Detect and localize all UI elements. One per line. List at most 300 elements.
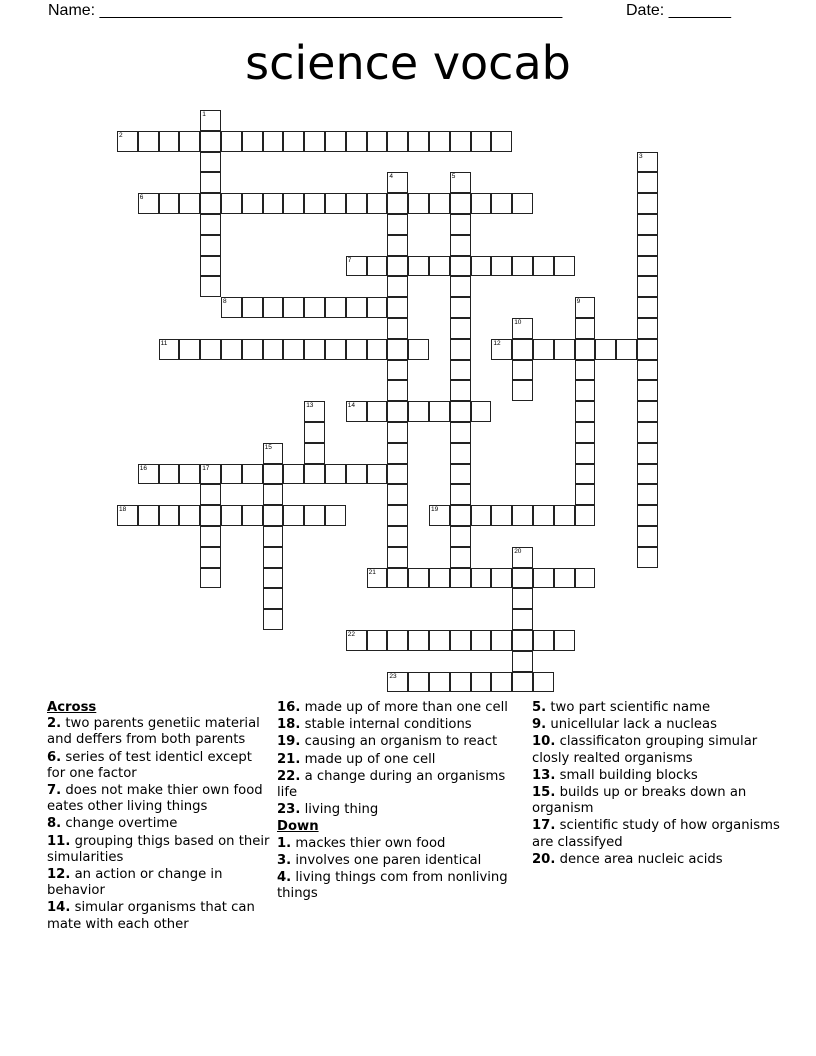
grid-cell[interactable] bbox=[637, 172, 658, 193]
grid-cell[interactable] bbox=[429, 401, 450, 422]
grid-cell[interactable] bbox=[491, 672, 512, 693]
grid-cell[interactable] bbox=[304, 193, 325, 214]
grid-cell[interactable] bbox=[408, 131, 429, 152]
grid-cell[interactable] bbox=[491, 339, 512, 360]
grid-cell[interactable] bbox=[263, 505, 284, 526]
clue-number: 6 bbox=[139, 194, 144, 202]
grid-cell[interactable] bbox=[512, 630, 533, 651]
clue-number: 13. bbox=[532, 767, 556, 783]
clue-number: 21 bbox=[368, 568, 376, 576]
clue-text: involves one paren identical bbox=[295, 852, 482, 868]
clue-text: classificaton grouping simular closly realted organisms bbox=[532, 734, 758, 766]
grid-cell[interactable] bbox=[283, 131, 304, 152]
grid-cell[interactable] bbox=[387, 422, 408, 443]
grid-cell[interactable] bbox=[512, 672, 533, 693]
clue-down bbox=[532, 768, 784, 784]
grid-cell[interactable] bbox=[179, 131, 200, 152]
clue-down bbox=[532, 700, 784, 716]
grid-cell[interactable] bbox=[450, 672, 471, 693]
grid-cell[interactable] bbox=[533, 505, 554, 526]
grid-cell[interactable] bbox=[367, 464, 388, 485]
grid-cell[interactable] bbox=[367, 297, 388, 318]
grid-cell[interactable] bbox=[450, 297, 471, 318]
grid-cell[interactable] bbox=[346, 464, 367, 485]
grid-cell[interactable] bbox=[387, 318, 408, 339]
grid-cell[interactable] bbox=[200, 110, 221, 131]
clue-number: 10 bbox=[514, 319, 522, 326]
grid-cell[interactable] bbox=[450, 464, 471, 485]
grid-cell[interactable] bbox=[263, 609, 284, 630]
grid-cell[interactable] bbox=[554, 339, 575, 360]
grid-cell[interactable] bbox=[304, 297, 325, 318]
clue-number: 3. bbox=[277, 852, 292, 868]
grid-cell[interactable] bbox=[221, 339, 242, 360]
down-heading: Down bbox=[277, 819, 319, 835]
grid-cell[interactable] bbox=[554, 505, 575, 526]
grid-cell[interactable] bbox=[533, 568, 554, 589]
grid-cell[interactable] bbox=[575, 443, 596, 464]
clue-down bbox=[277, 853, 522, 869]
grid-cell[interactable] bbox=[637, 360, 658, 381]
grid-cell[interactable] bbox=[200, 256, 221, 277]
clue-number: 11. bbox=[47, 833, 71, 849]
grid-cell[interactable] bbox=[533, 339, 554, 360]
grid-cell[interactable] bbox=[512, 193, 533, 214]
grid-cell[interactable] bbox=[138, 464, 159, 485]
grid-cell[interactable] bbox=[263, 131, 284, 152]
grid-cell[interactable] bbox=[138, 505, 159, 526]
grid-cell[interactable] bbox=[575, 297, 596, 318]
grid-cell[interactable] bbox=[346, 339, 367, 360]
grid-cell[interactable] bbox=[491, 505, 512, 526]
grid-cell[interactable] bbox=[387, 276, 408, 297]
grid-cell[interactable] bbox=[387, 526, 408, 547]
grid-cell[interactable] bbox=[450, 214, 471, 235]
grid-cell[interactable] bbox=[575, 422, 596, 443]
grid-cell[interactable] bbox=[575, 380, 596, 401]
grid-cell[interactable] bbox=[387, 297, 408, 318]
clue-number: 2 bbox=[119, 131, 123, 139]
clue-number: 8 bbox=[223, 298, 227, 306]
grid-cell[interactable] bbox=[304, 131, 325, 152]
grid-cell[interactable] bbox=[304, 443, 325, 464]
clue-number: 23 bbox=[389, 672, 397, 680]
grid-cell[interactable] bbox=[387, 214, 408, 235]
grid-cell[interactable] bbox=[450, 484, 471, 505]
grid-cell[interactable] bbox=[533, 256, 554, 277]
grid-cell[interactable] bbox=[450, 318, 471, 339]
grid-cell[interactable] bbox=[637, 443, 658, 464]
grid-cell[interactable] bbox=[429, 256, 450, 277]
grid-cell[interactable] bbox=[325, 297, 346, 318]
grid-cell[interactable] bbox=[179, 464, 200, 485]
grid-cell[interactable] bbox=[159, 505, 180, 526]
clue-text: an action or change in behavior bbox=[47, 867, 223, 899]
clue-number: 15 bbox=[264, 443, 272, 451]
grid-cell[interactable] bbox=[138, 193, 159, 214]
grid-cell[interactable] bbox=[221, 131, 242, 152]
grid-cell[interactable] bbox=[408, 193, 429, 214]
clue-down bbox=[532, 785, 784, 817]
grid-cell[interactable] bbox=[179, 193, 200, 214]
grid-cell[interactable] bbox=[575, 360, 596, 381]
grid-cell[interactable] bbox=[429, 505, 450, 526]
grid-cell[interactable] bbox=[325, 131, 346, 152]
clue-number: 10. bbox=[532, 734, 556, 750]
clues-column-2 bbox=[277, 700, 522, 903]
grid-cell[interactable] bbox=[179, 339, 200, 360]
grid-cell[interactable] bbox=[367, 339, 388, 360]
grid-cell[interactable] bbox=[387, 256, 408, 277]
grid-cell[interactable] bbox=[346, 256, 367, 277]
grid-cell[interactable] bbox=[533, 672, 554, 693]
grid-cell[interactable] bbox=[491, 568, 512, 589]
grid-cell[interactable] bbox=[138, 131, 159, 152]
grid-cell[interactable] bbox=[200, 214, 221, 235]
clue-number: 12. bbox=[47, 867, 71, 883]
grid-cell[interactable] bbox=[637, 380, 658, 401]
grid-cell[interactable] bbox=[512, 360, 533, 381]
grid-cell[interactable] bbox=[471, 131, 492, 152]
grid-cell[interactable] bbox=[554, 256, 575, 277]
clue-number: 22 bbox=[347, 631, 356, 638]
clue-number: 1 bbox=[202, 111, 206, 118]
grid-cell[interactable] bbox=[637, 422, 658, 443]
grid-cell[interactable] bbox=[200, 464, 221, 485]
grid-cell[interactable] bbox=[450, 172, 471, 193]
grid-cell[interactable] bbox=[512, 588, 533, 609]
grid-cell[interactable] bbox=[512, 339, 533, 360]
grid-cell[interactable] bbox=[554, 630, 575, 651]
grid-cell[interactable] bbox=[595, 339, 616, 360]
clue-text: series of test identicl except for one factor bbox=[47, 749, 252, 781]
clue-number: 16. bbox=[277, 700, 301, 715]
grid-cell[interactable] bbox=[221, 505, 242, 526]
grid-cell[interactable] bbox=[616, 339, 637, 360]
grid-cell[interactable] bbox=[387, 464, 408, 485]
grid-cell[interactable] bbox=[200, 131, 221, 152]
grid-cell[interactable] bbox=[637, 464, 658, 485]
grid-cell[interactable] bbox=[200, 193, 221, 214]
grid-cell[interactable] bbox=[387, 172, 408, 193]
clue-text: unicellular lack a nucleas bbox=[550, 717, 717, 733]
grid-cell[interactable] bbox=[471, 401, 492, 422]
grid-cell[interactable] bbox=[512, 505, 533, 526]
clue-text: living thing bbox=[304, 802, 379, 818]
clue-number: 2. bbox=[47, 716, 62, 732]
clue-text: change overtime bbox=[65, 816, 178, 832]
clue-down bbox=[532, 734, 784, 766]
grid-cell[interactable] bbox=[263, 339, 284, 360]
clue-across bbox=[47, 900, 272, 932]
clue-number: 18 bbox=[119, 506, 127, 514]
grid-cell[interactable] bbox=[387, 568, 408, 589]
grid-cell[interactable] bbox=[200, 526, 221, 547]
clue-number: 19 bbox=[431, 506, 439, 514]
grid-cell[interactable] bbox=[408, 630, 429, 651]
grid-cell[interactable] bbox=[637, 505, 658, 526]
grid-cell[interactable] bbox=[346, 630, 367, 651]
clue-text: a change during an organisms life bbox=[277, 768, 506, 801]
grid-cell[interactable] bbox=[387, 131, 408, 152]
grid-cell[interactable] bbox=[387, 235, 408, 256]
grid-cell[interactable] bbox=[575, 464, 596, 485]
clue-across bbox=[277, 752, 522, 768]
grid-cell[interactable] bbox=[637, 214, 658, 235]
clue-across bbox=[47, 834, 272, 866]
grid-cell[interactable] bbox=[491, 630, 512, 651]
grid-cell[interactable] bbox=[637, 276, 658, 297]
grid-cell[interactable] bbox=[263, 464, 284, 485]
grid-cell[interactable] bbox=[387, 360, 408, 381]
grid-cell[interactable] bbox=[367, 568, 388, 589]
grid-cell[interactable] bbox=[200, 235, 221, 256]
grid-cell[interactable] bbox=[283, 505, 304, 526]
clue-number: 17 bbox=[202, 464, 210, 472]
grid-cell[interactable] bbox=[429, 630, 450, 651]
grid-cell[interactable] bbox=[242, 464, 263, 485]
clue-number: 5 bbox=[451, 173, 456, 181]
clue-down bbox=[532, 717, 784, 733]
grid-cell[interactable] bbox=[367, 630, 388, 651]
grid-cell[interactable] bbox=[325, 464, 346, 485]
clue-text: small building blocks bbox=[559, 767, 698, 783]
clue-across bbox=[47, 750, 272, 782]
grid-cell[interactable] bbox=[471, 256, 492, 277]
clue-number: 21. bbox=[277, 751, 301, 767]
grid-cell[interactable] bbox=[387, 672, 408, 693]
grid-cell[interactable] bbox=[117, 505, 138, 526]
grid-cell[interactable] bbox=[450, 630, 471, 651]
grid-cell[interactable] bbox=[346, 401, 367, 422]
grid-cell[interactable] bbox=[637, 547, 658, 568]
clue-across bbox=[47, 783, 272, 815]
grid-cell[interactable] bbox=[304, 422, 325, 443]
grid-cell[interactable] bbox=[159, 193, 180, 214]
grid-cell[interactable] bbox=[263, 443, 284, 464]
grid-cell[interactable] bbox=[117, 131, 138, 152]
clue-number: 17. bbox=[532, 818, 556, 834]
grid-cell[interactable] bbox=[346, 297, 367, 318]
grid-cell[interactable] bbox=[450, 276, 471, 297]
grid-cell[interactable] bbox=[325, 339, 346, 360]
grid-cell[interactable] bbox=[263, 484, 284, 505]
clue-text: scientific study of how organisms are classifyed bbox=[532, 818, 780, 850]
clue-text: two parents genetiic material and deffers from both parents bbox=[47, 716, 260, 748]
grid-cell[interactable] bbox=[429, 131, 450, 152]
grid-cell[interactable] bbox=[304, 401, 325, 422]
grid-cell[interactable] bbox=[637, 318, 658, 339]
clue-number: 4 bbox=[389, 173, 394, 181]
grid-cell[interactable] bbox=[471, 505, 492, 526]
grid-cell[interactable] bbox=[429, 568, 450, 589]
grid-cell[interactable] bbox=[159, 339, 180, 360]
clue-number: 4. bbox=[277, 870, 292, 886]
grid-cell[interactable] bbox=[450, 505, 471, 526]
grid-cell[interactable] bbox=[450, 256, 471, 277]
clue-number: 19. bbox=[277, 734, 301, 750]
grid-cell[interactable] bbox=[346, 193, 367, 214]
grid-cell[interactable] bbox=[512, 256, 533, 277]
grid-cell[interactable] bbox=[346, 131, 367, 152]
clue-across bbox=[47, 867, 272, 899]
clue-number: 22. bbox=[277, 768, 301, 784]
clues-column-3 bbox=[532, 700, 784, 869]
grid-cell[interactable] bbox=[554, 568, 575, 589]
grid-cell[interactable] bbox=[512, 318, 533, 339]
clue-number: 20. bbox=[532, 851, 556, 867]
grid-cell[interactable] bbox=[263, 588, 284, 609]
grid-cell[interactable] bbox=[637, 193, 658, 214]
grid-cell[interactable] bbox=[200, 172, 221, 193]
grid-cell[interactable] bbox=[637, 526, 658, 547]
clue-number: 6. bbox=[47, 749, 62, 765]
grid-cell[interactable] bbox=[637, 401, 658, 422]
grid-cell[interactable] bbox=[471, 568, 492, 589]
grid-cell[interactable] bbox=[387, 193, 408, 214]
grid-cell[interactable] bbox=[408, 339, 429, 360]
clue-number: 7. bbox=[47, 783, 62, 799]
grid-cell[interactable] bbox=[450, 339, 471, 360]
grid-cell[interactable] bbox=[200, 276, 221, 297]
grid-cell[interactable] bbox=[200, 505, 221, 526]
grid-cell[interactable] bbox=[387, 401, 408, 422]
grid-cell[interactable] bbox=[450, 568, 471, 589]
grid-cell[interactable] bbox=[200, 484, 221, 505]
grid-cell[interactable] bbox=[367, 256, 388, 277]
grid-cell[interactable] bbox=[242, 193, 263, 214]
grid-cell[interactable] bbox=[242, 339, 263, 360]
grid-cell[interactable] bbox=[429, 672, 450, 693]
grid-cell[interactable] bbox=[575, 401, 596, 422]
grid-cell[interactable] bbox=[283, 339, 304, 360]
grid-cell[interactable] bbox=[283, 464, 304, 485]
grid-cell[interactable] bbox=[387, 505, 408, 526]
grid-cell[interactable] bbox=[575, 339, 596, 360]
grid-cell[interactable] bbox=[491, 256, 512, 277]
grid-cell[interactable] bbox=[450, 193, 471, 214]
grid-cell[interactable] bbox=[408, 672, 429, 693]
grid-cell[interactable] bbox=[263, 568, 284, 589]
grid-cell[interactable] bbox=[367, 131, 388, 152]
grid-cell[interactable] bbox=[637, 235, 658, 256]
grid-cell[interactable] bbox=[387, 380, 408, 401]
clue-text: builds up or breaks down an organism bbox=[532, 785, 747, 817]
grid-cell[interactable] bbox=[637, 484, 658, 505]
grid-cell[interactable] bbox=[242, 131, 263, 152]
grid-cell[interactable] bbox=[200, 547, 221, 568]
grid-cell[interactable] bbox=[263, 193, 284, 214]
grid-cell[interactable] bbox=[637, 297, 658, 318]
clue-number: 14. bbox=[47, 900, 71, 916]
grid-cell[interactable] bbox=[263, 547, 284, 568]
grid-cell[interactable] bbox=[387, 630, 408, 651]
grid-cell[interactable] bbox=[179, 505, 200, 526]
grid-cell[interactable] bbox=[221, 464, 242, 485]
grid-cell[interactable] bbox=[242, 505, 263, 526]
grid-cell[interactable] bbox=[429, 193, 450, 214]
grid-cell[interactable] bbox=[263, 526, 284, 547]
grid-cell[interactable] bbox=[242, 297, 263, 318]
grid-cell[interactable] bbox=[387, 484, 408, 505]
grid-cell[interactable] bbox=[200, 568, 221, 589]
date-field-label: Date: _______ bbox=[626, 2, 731, 19]
clue-across bbox=[47, 816, 272, 832]
grid-cell[interactable] bbox=[304, 505, 325, 526]
grid-cell[interactable] bbox=[450, 526, 471, 547]
grid-cell[interactable] bbox=[367, 193, 388, 214]
grid-cell[interactable] bbox=[491, 131, 512, 152]
grid-cell[interactable] bbox=[450, 360, 471, 381]
grid-cell[interactable] bbox=[450, 422, 471, 443]
grid-cell[interactable] bbox=[367, 401, 388, 422]
grid-cell[interactable] bbox=[450, 401, 471, 422]
grid-cell[interactable] bbox=[575, 505, 596, 526]
grid-cell[interactable] bbox=[575, 484, 596, 505]
grid-cell[interactable] bbox=[512, 380, 533, 401]
grid-cell[interactable] bbox=[408, 256, 429, 277]
grid-cell[interactable] bbox=[450, 547, 471, 568]
grid-cell[interactable] bbox=[471, 630, 492, 651]
grid-cell[interactable] bbox=[575, 568, 596, 589]
grid-cell[interactable] bbox=[221, 193, 242, 214]
grid-cell[interactable] bbox=[471, 193, 492, 214]
grid-cell[interactable] bbox=[304, 339, 325, 360]
clue-number: 7 bbox=[347, 256, 352, 264]
grid-cell[interactable] bbox=[200, 339, 221, 360]
grid-cell[interactable] bbox=[450, 380, 471, 401]
grid-cell[interactable] bbox=[471, 672, 492, 693]
grid-cell[interactable] bbox=[512, 568, 533, 589]
grid-cell[interactable] bbox=[533, 630, 554, 651]
grid-cell[interactable] bbox=[450, 131, 471, 152]
clue-down bbox=[532, 852, 784, 868]
grid-cell[interactable] bbox=[637, 339, 658, 360]
grid-cell[interactable] bbox=[408, 568, 429, 589]
grid-cell[interactable] bbox=[450, 443, 471, 464]
grid-cell[interactable] bbox=[221, 297, 242, 318]
grid-cell[interactable] bbox=[387, 443, 408, 464]
grid-cell[interactable] bbox=[304, 464, 325, 485]
grid-cell[interactable] bbox=[325, 193, 346, 214]
grid-cell[interactable] bbox=[283, 193, 304, 214]
clue-text: made up of one cell bbox=[304, 751, 436, 767]
clue-number: 20 bbox=[514, 547, 522, 555]
grid-cell[interactable] bbox=[512, 547, 533, 568]
grid-cell[interactable] bbox=[200, 152, 221, 173]
grid-cell[interactable] bbox=[512, 609, 533, 630]
grid-cell[interactable] bbox=[387, 547, 408, 568]
grid-cell[interactable] bbox=[637, 152, 658, 173]
grid-cell[interactable] bbox=[387, 339, 408, 360]
grid-cell[interactable] bbox=[512, 651, 533, 672]
grid-cell[interactable] bbox=[575, 318, 596, 339]
grid-cell[interactable] bbox=[325, 505, 346, 526]
grid-cell[interactable] bbox=[159, 131, 180, 152]
clue-down bbox=[277, 870, 522, 902]
grid-cell[interactable] bbox=[283, 297, 304, 318]
grid-cell[interactable] bbox=[450, 235, 471, 256]
clue-number: 15. bbox=[532, 785, 556, 801]
grid-cell[interactable] bbox=[637, 256, 658, 277]
clue-text: grouping thigs based on their simularities bbox=[47, 833, 270, 865]
clue-across bbox=[277, 769, 522, 801]
grid-cell[interactable] bbox=[263, 297, 284, 318]
grid-cell[interactable] bbox=[491, 193, 512, 214]
grid-cell[interactable] bbox=[159, 464, 180, 485]
clue-number: 9 bbox=[576, 298, 581, 306]
grid-cell[interactable] bbox=[408, 401, 429, 422]
